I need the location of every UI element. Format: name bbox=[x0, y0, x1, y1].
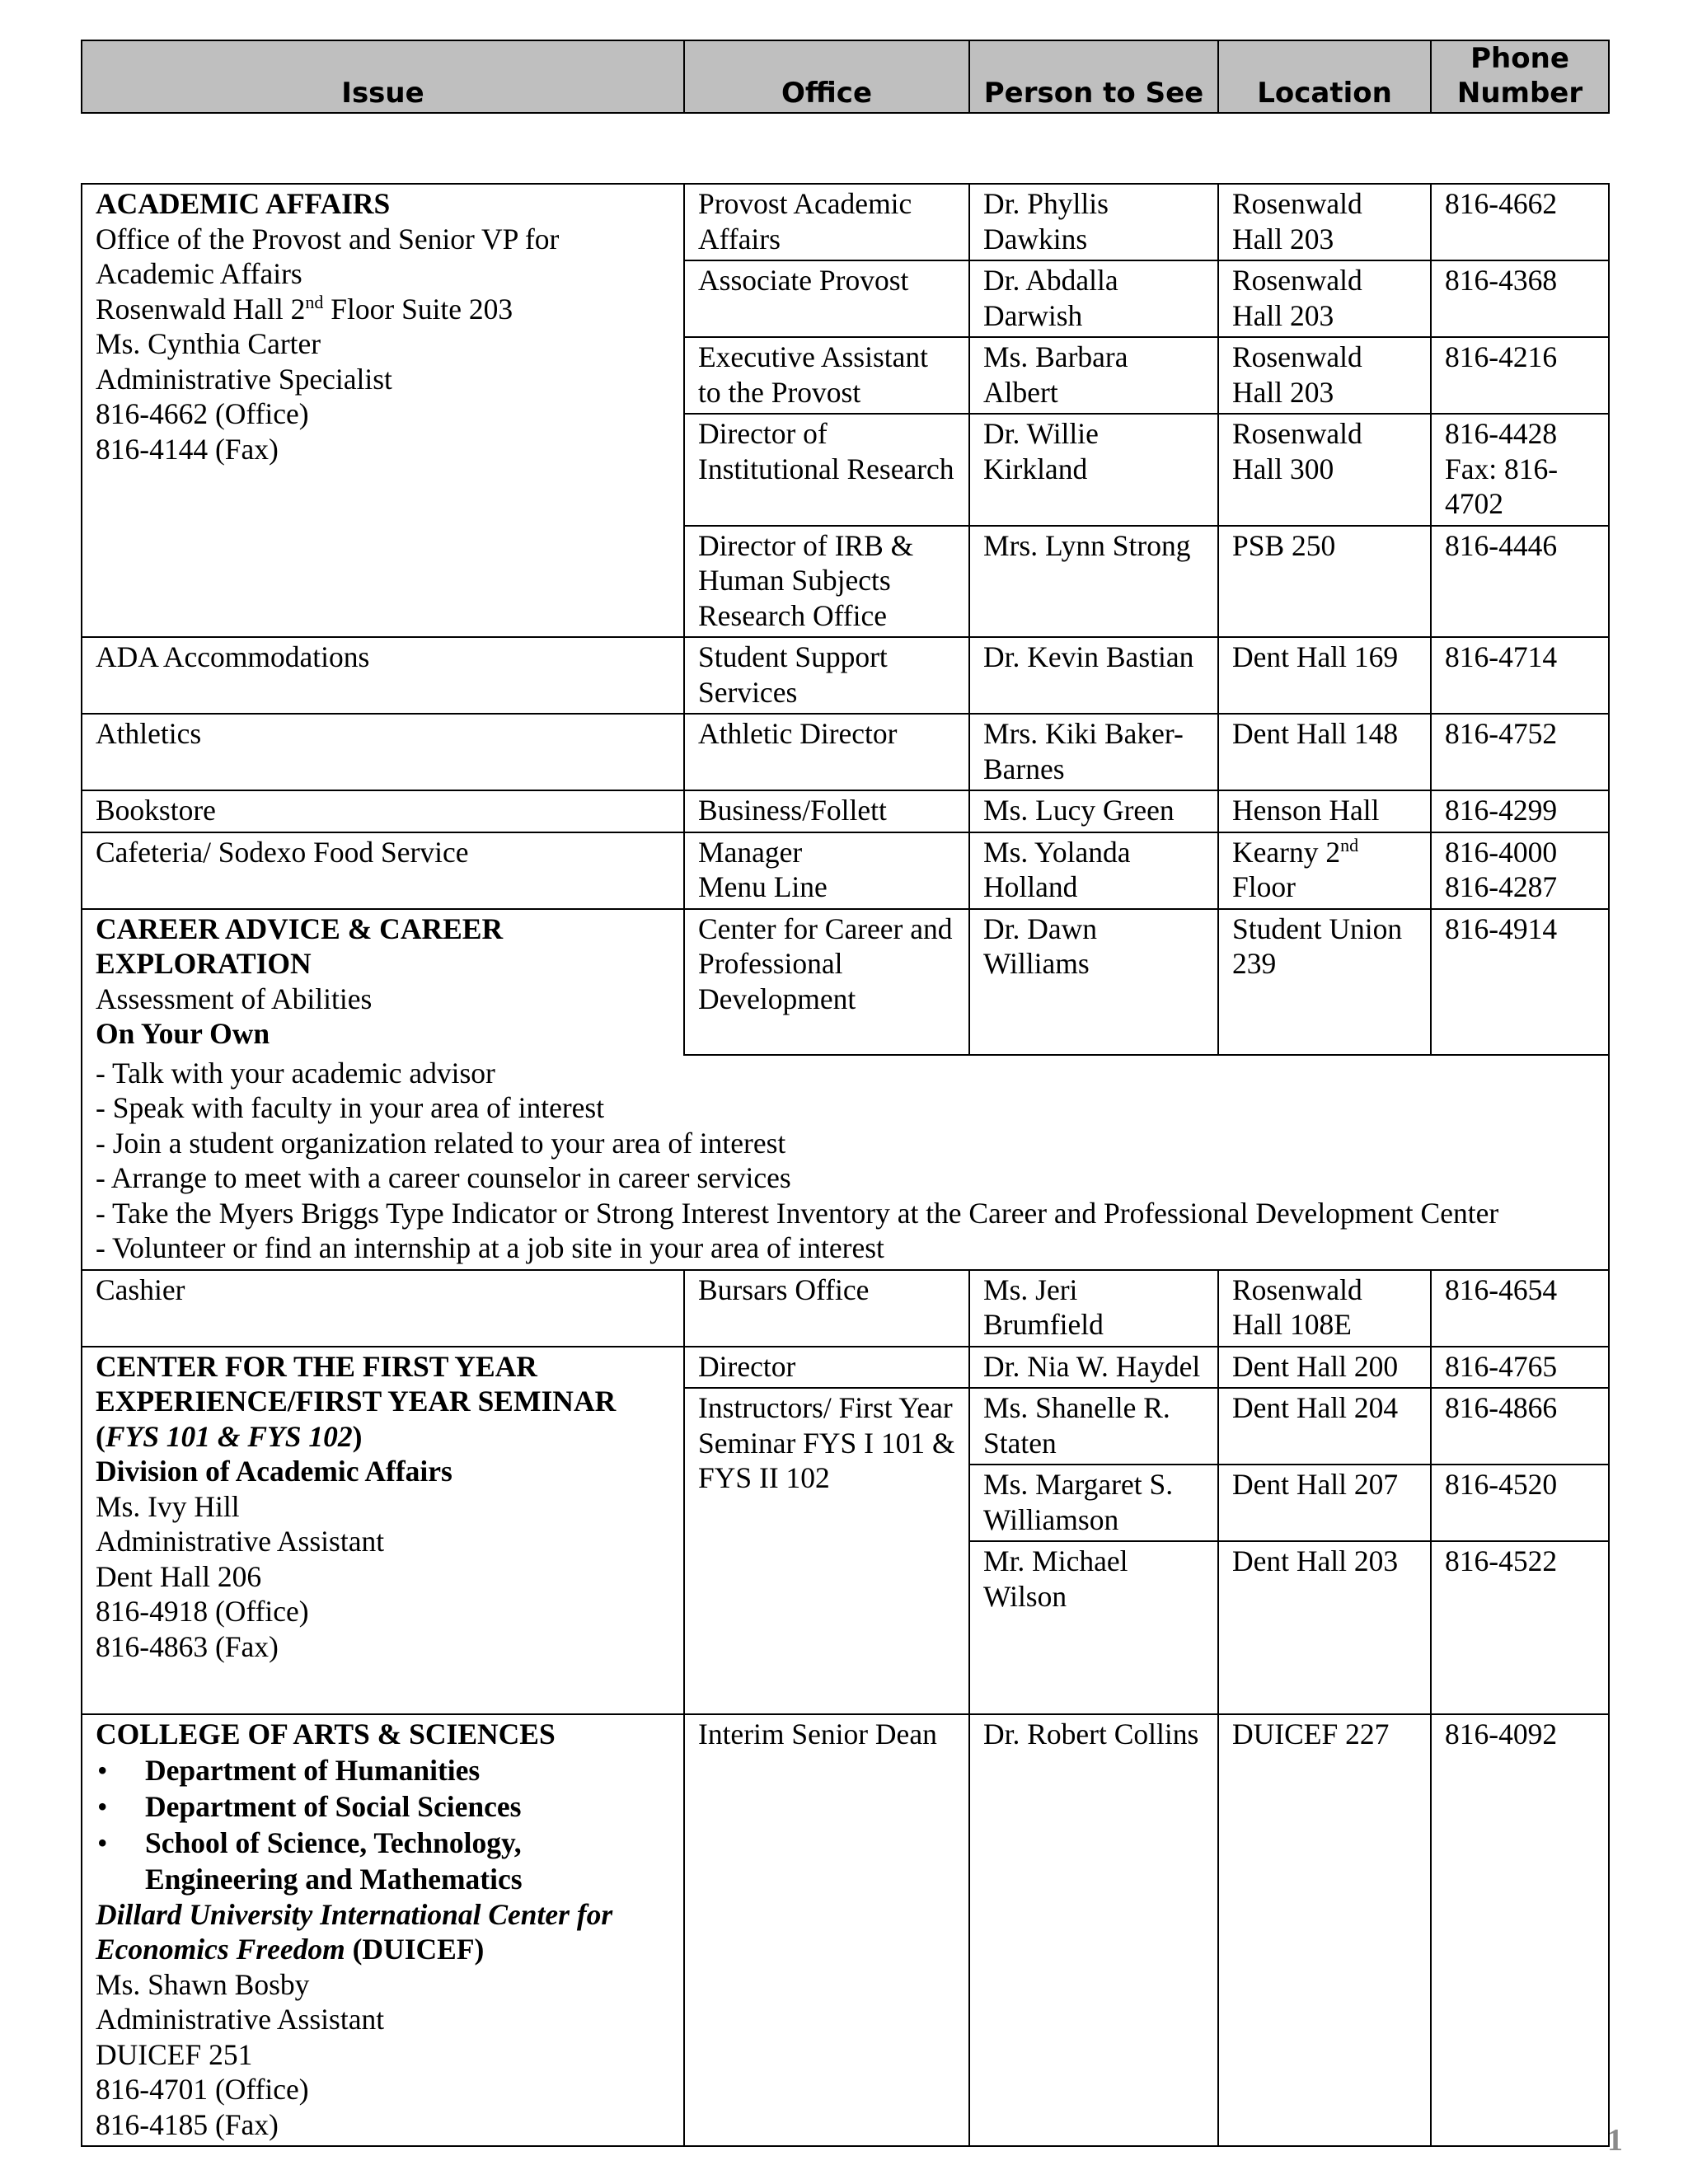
location-cell: Student Union 239 bbox=[1218, 909, 1431, 1055]
office-cell: Center for Career and Professional Development bbox=[684, 909, 969, 1055]
duicef-name bbox=[96, 1897, 670, 1967]
issue-cell: Athletics bbox=[82, 714, 684, 790]
person-cell: Dr. Abdalla Darwish bbox=[969, 260, 1218, 337]
career-title: CAREER ADVICE & CAREER EXPLORATION bbox=[96, 912, 504, 980]
phone-cell: 816-4752 bbox=[1431, 714, 1609, 790]
office-cell: Executive Assistant to the Provost bbox=[684, 337, 969, 414]
issue-line: Administrative Assistant bbox=[96, 2003, 385, 2036]
table-row bbox=[82, 1270, 1609, 1347]
issue-line: 816-4144 (Fax) bbox=[96, 432, 279, 466]
first-year-title: CENTER FOR THE FIRST YEAR EXPERIENCE/FIRST YEAR SEMINAR bbox=[96, 1349, 617, 1418]
list-item: • Department of Humanities bbox=[96, 1752, 670, 1788]
address-superscript: nd bbox=[305, 291, 324, 312]
phone-cell bbox=[1431, 832, 1609, 909]
location-cell: Dent Hall 203 bbox=[1218, 1541, 1431, 1714]
phone-cell: 816-4092 bbox=[1431, 1714, 1609, 2146]
issue-line: Ms. Ivy Hill bbox=[96, 1489, 240, 1523]
phone-cell: 816-4368 bbox=[1431, 260, 1609, 337]
academic-affairs-issue bbox=[82, 184, 684, 637]
office-cell: Associate Provost bbox=[684, 260, 969, 337]
phone-cell: 816-4428 Fax: 816-4702 bbox=[1431, 414, 1609, 526]
issue-line: Administrative Specialist bbox=[96, 362, 392, 396]
phone-cell: 816-4914 bbox=[1431, 909, 1609, 1055]
table-row bbox=[82, 714, 1609, 790]
office-cell: Director bbox=[684, 1347, 969, 1389]
first-year-fys bbox=[96, 1419, 670, 1455]
issue-line: Ms. Cynthia Carter bbox=[96, 327, 321, 360]
phone-cell: 816-4662 bbox=[1431, 184, 1609, 260]
location-cell: Dent Hall 204 bbox=[1218, 1388, 1431, 1465]
table-row bbox=[82, 184, 1609, 260]
column-header-row bbox=[82, 40, 1609, 113]
arts-sciences-issue bbox=[82, 1714, 684, 2146]
location-superscript: nd bbox=[1340, 834, 1359, 855]
issue-line: Dent Hall 206 bbox=[96, 1559, 262, 1593]
office-cell: Director of IRB & Human Subjects Research Office bbox=[684, 526, 969, 638]
office-cell: Bursars Office bbox=[684, 1270, 969, 1347]
location-cell: Rosenwald Hall 203 bbox=[1218, 337, 1431, 414]
column-header-table bbox=[81, 40, 1610, 114]
phone-cell: 816-4866 bbox=[1431, 1388, 1609, 1465]
first-year-division: Division of Academic Affairs bbox=[96, 1455, 452, 1488]
person-cell: Dr. Willie Kirkland bbox=[969, 414, 1218, 526]
issue-line: Administrative Assistant bbox=[96, 1525, 385, 1558]
career-tip: - Speak with faculty in your area of interest bbox=[96, 1091, 605, 1124]
issue-line: Ms. Shawn Bosby bbox=[96, 1967, 310, 2001]
table-row bbox=[82, 1055, 1609, 1270]
person-cell: Dr. Phyllis Dawkins bbox=[969, 184, 1218, 260]
office-cell: Interim Senior Dean bbox=[684, 1714, 969, 2146]
location-cell: Rosenwald Hall 203 bbox=[1218, 184, 1431, 260]
issue-cell: Cafeteria/ Sodexo Food Service bbox=[82, 832, 684, 909]
table-row bbox=[82, 637, 1609, 714]
office-cell: Instructors/ First Year Seminar FYS I 101 & FYS II 102 bbox=[684, 1388, 969, 1714]
office-cell: Athletic Director bbox=[684, 714, 969, 790]
person-cell: Ms. Jeri Brumfield bbox=[969, 1270, 1218, 1347]
phone-cell: 816-4299 bbox=[1431, 790, 1609, 832]
office-line: Manager bbox=[698, 835, 803, 869]
career-tip: - Volunteer or find an internship at a job site in your area of interest bbox=[96, 1231, 884, 1264]
career-tip: - Talk with your academic advisor bbox=[96, 1056, 495, 1090]
career-tips bbox=[82, 1055, 1609, 1270]
phone-cell: 816-4765 bbox=[1431, 1347, 1609, 1389]
career-issue bbox=[82, 909, 684, 1055]
table-row bbox=[82, 909, 1609, 1055]
issue-line: 816-4185 (Fax) bbox=[96, 2107, 279, 2141]
location-cell bbox=[1218, 832, 1431, 909]
location-cell: PSB 250 bbox=[1218, 526, 1431, 638]
header-issue: Issue bbox=[82, 40, 684, 113]
table-row bbox=[82, 832, 1609, 909]
directory-table bbox=[81, 183, 1610, 2147]
phone-cell: 816-4216 bbox=[1431, 337, 1609, 414]
phone-line: 816-4287 bbox=[1445, 870, 1558, 903]
location-cell: DUICEF 227 bbox=[1218, 1714, 1431, 2146]
header-office: Office bbox=[684, 40, 969, 113]
fys-courses: FYS 101 & FYS 102 bbox=[105, 1419, 353, 1453]
phone-cell: 816-4714 bbox=[1431, 637, 1609, 714]
first-year-issue bbox=[82, 1347, 684, 1715]
person-cell: Ms. Barbara Albert bbox=[969, 337, 1218, 414]
location-cell: Rosenwald Hall 108E bbox=[1218, 1270, 1431, 1347]
issue-line bbox=[96, 292, 670, 327]
office-line: Menu Line bbox=[698, 870, 828, 903]
location-text: Kearny 2 bbox=[1232, 835, 1341, 869]
office-cell: Business/Follett bbox=[684, 790, 969, 832]
person-cell: Dr. Robert Collins bbox=[969, 1714, 1218, 2146]
person-cell: Mr. Michael Wilson bbox=[969, 1541, 1218, 1714]
location-cell: Dent Hall 200 bbox=[1218, 1347, 1431, 1389]
location-cell: Dent Hall 207 bbox=[1218, 1465, 1431, 1541]
header-phone: Phone Number bbox=[1431, 40, 1609, 113]
issue-cell: ADA Accommodations bbox=[82, 637, 684, 714]
phone-cell: 816-4654 bbox=[1431, 1270, 1609, 1347]
career-tip: - Join a student organization related to your area of interest bbox=[96, 1126, 786, 1160]
career-tip: - Arrange to meet with a career counselor in career services bbox=[96, 1161, 791, 1194]
person-cell: Dr. Kevin Bastian bbox=[969, 637, 1218, 714]
header-location: Location bbox=[1218, 40, 1431, 113]
office-cell: Student Support Services bbox=[684, 637, 969, 714]
issue-line: 816-4863 (Fax) bbox=[96, 1629, 279, 1663]
person-cell: Mrs. Kiki Baker-Barnes bbox=[969, 714, 1218, 790]
location-line bbox=[1232, 835, 1417, 870]
career-tip: - Take the Myers Briggs Type Indicator or Strong Interest Inventory at the Career and Professional Development Center bbox=[96, 1196, 1499, 1230]
location-cell: Rosenwald Hall 203 bbox=[1218, 260, 1431, 337]
issue-cell: Cashier bbox=[82, 1270, 684, 1347]
arts-sciences-title: COLLEGE OF ARTS & SCIENCES bbox=[96, 1718, 556, 1750]
department-list bbox=[96, 1752, 670, 1897]
office-cell: Provost Academic Affairs bbox=[684, 184, 969, 260]
list-item: • School of Science, Technology, Engineering and Mathematics bbox=[96, 1825, 670, 1897]
header-person: Person to See bbox=[969, 40, 1218, 113]
duicef-full-name: Dillard University International Center for Economics Freedom bbox=[96, 1897, 613, 1966]
duicef-abbr: (DUICEF) bbox=[345, 1933, 485, 1966]
person-cell: Dr. Dawn Williams bbox=[969, 909, 1218, 1055]
table-row bbox=[82, 790, 1609, 832]
issue-line: Office of the Provost and Senior VP for bbox=[96, 222, 560, 255]
academic-affairs-title: ACADEMIC AFFAIRS bbox=[96, 187, 391, 220]
office-cell: Director of Institutional Research bbox=[684, 414, 969, 526]
location-cell: Dent Hall 148 bbox=[1218, 714, 1431, 790]
list-item: • Department of Social Sciences bbox=[96, 1788, 670, 1825]
fys-paren: ) bbox=[352, 1419, 363, 1453]
location-cell: Henson Hall bbox=[1218, 790, 1431, 832]
person-cell: Dr. Nia W. Haydel bbox=[969, 1347, 1218, 1389]
person-cell: Ms. Yolanda Holland bbox=[969, 832, 1218, 909]
table-row bbox=[82, 1347, 1609, 1389]
issue-cell: Bookstore bbox=[82, 790, 684, 832]
issue-line: DUICEF 251 bbox=[96, 2037, 253, 2071]
issue-line: 816-4701 (Office) bbox=[96, 2073, 309, 2106]
office-cell bbox=[684, 832, 969, 909]
phone-line: 816-4000 bbox=[1445, 835, 1558, 869]
location-line: Floor bbox=[1232, 870, 1296, 903]
issue-line: 816-4918 (Office) bbox=[96, 1595, 309, 1628]
issue-line: Academic Affairs bbox=[96, 257, 302, 290]
address-text: Floor Suite 203 bbox=[323, 292, 513, 326]
location-cell: Dent Hall 169 bbox=[1218, 637, 1431, 714]
career-on-your-own: On Your Own bbox=[96, 1017, 270, 1050]
phone-cell: 816-4522 bbox=[1431, 1541, 1609, 1714]
person-cell: Ms. Lucy Green bbox=[969, 790, 1218, 832]
table-row bbox=[82, 1714, 1609, 2146]
location-cell: Rosenwald Hall 300 bbox=[1218, 414, 1431, 526]
person-cell: Ms. Shanelle R. Staten bbox=[969, 1388, 1218, 1465]
person-cell: Mrs. Lynn Strong bbox=[969, 526, 1218, 638]
fys-paren: ( bbox=[96, 1419, 106, 1453]
person-cell: Ms. Margaret S. Williamson bbox=[969, 1465, 1218, 1541]
page-number: 1 bbox=[1607, 2123, 1623, 2158]
issue-line: 816-4662 (Office) bbox=[96, 397, 309, 430]
address-text: Rosenwald Hall 2 bbox=[96, 292, 306, 326]
phone-cell: 816-4446 bbox=[1431, 526, 1609, 638]
phone-cell: 816-4520 bbox=[1431, 1465, 1609, 1541]
career-subtitle: Assessment of Abilities bbox=[96, 982, 373, 1015]
